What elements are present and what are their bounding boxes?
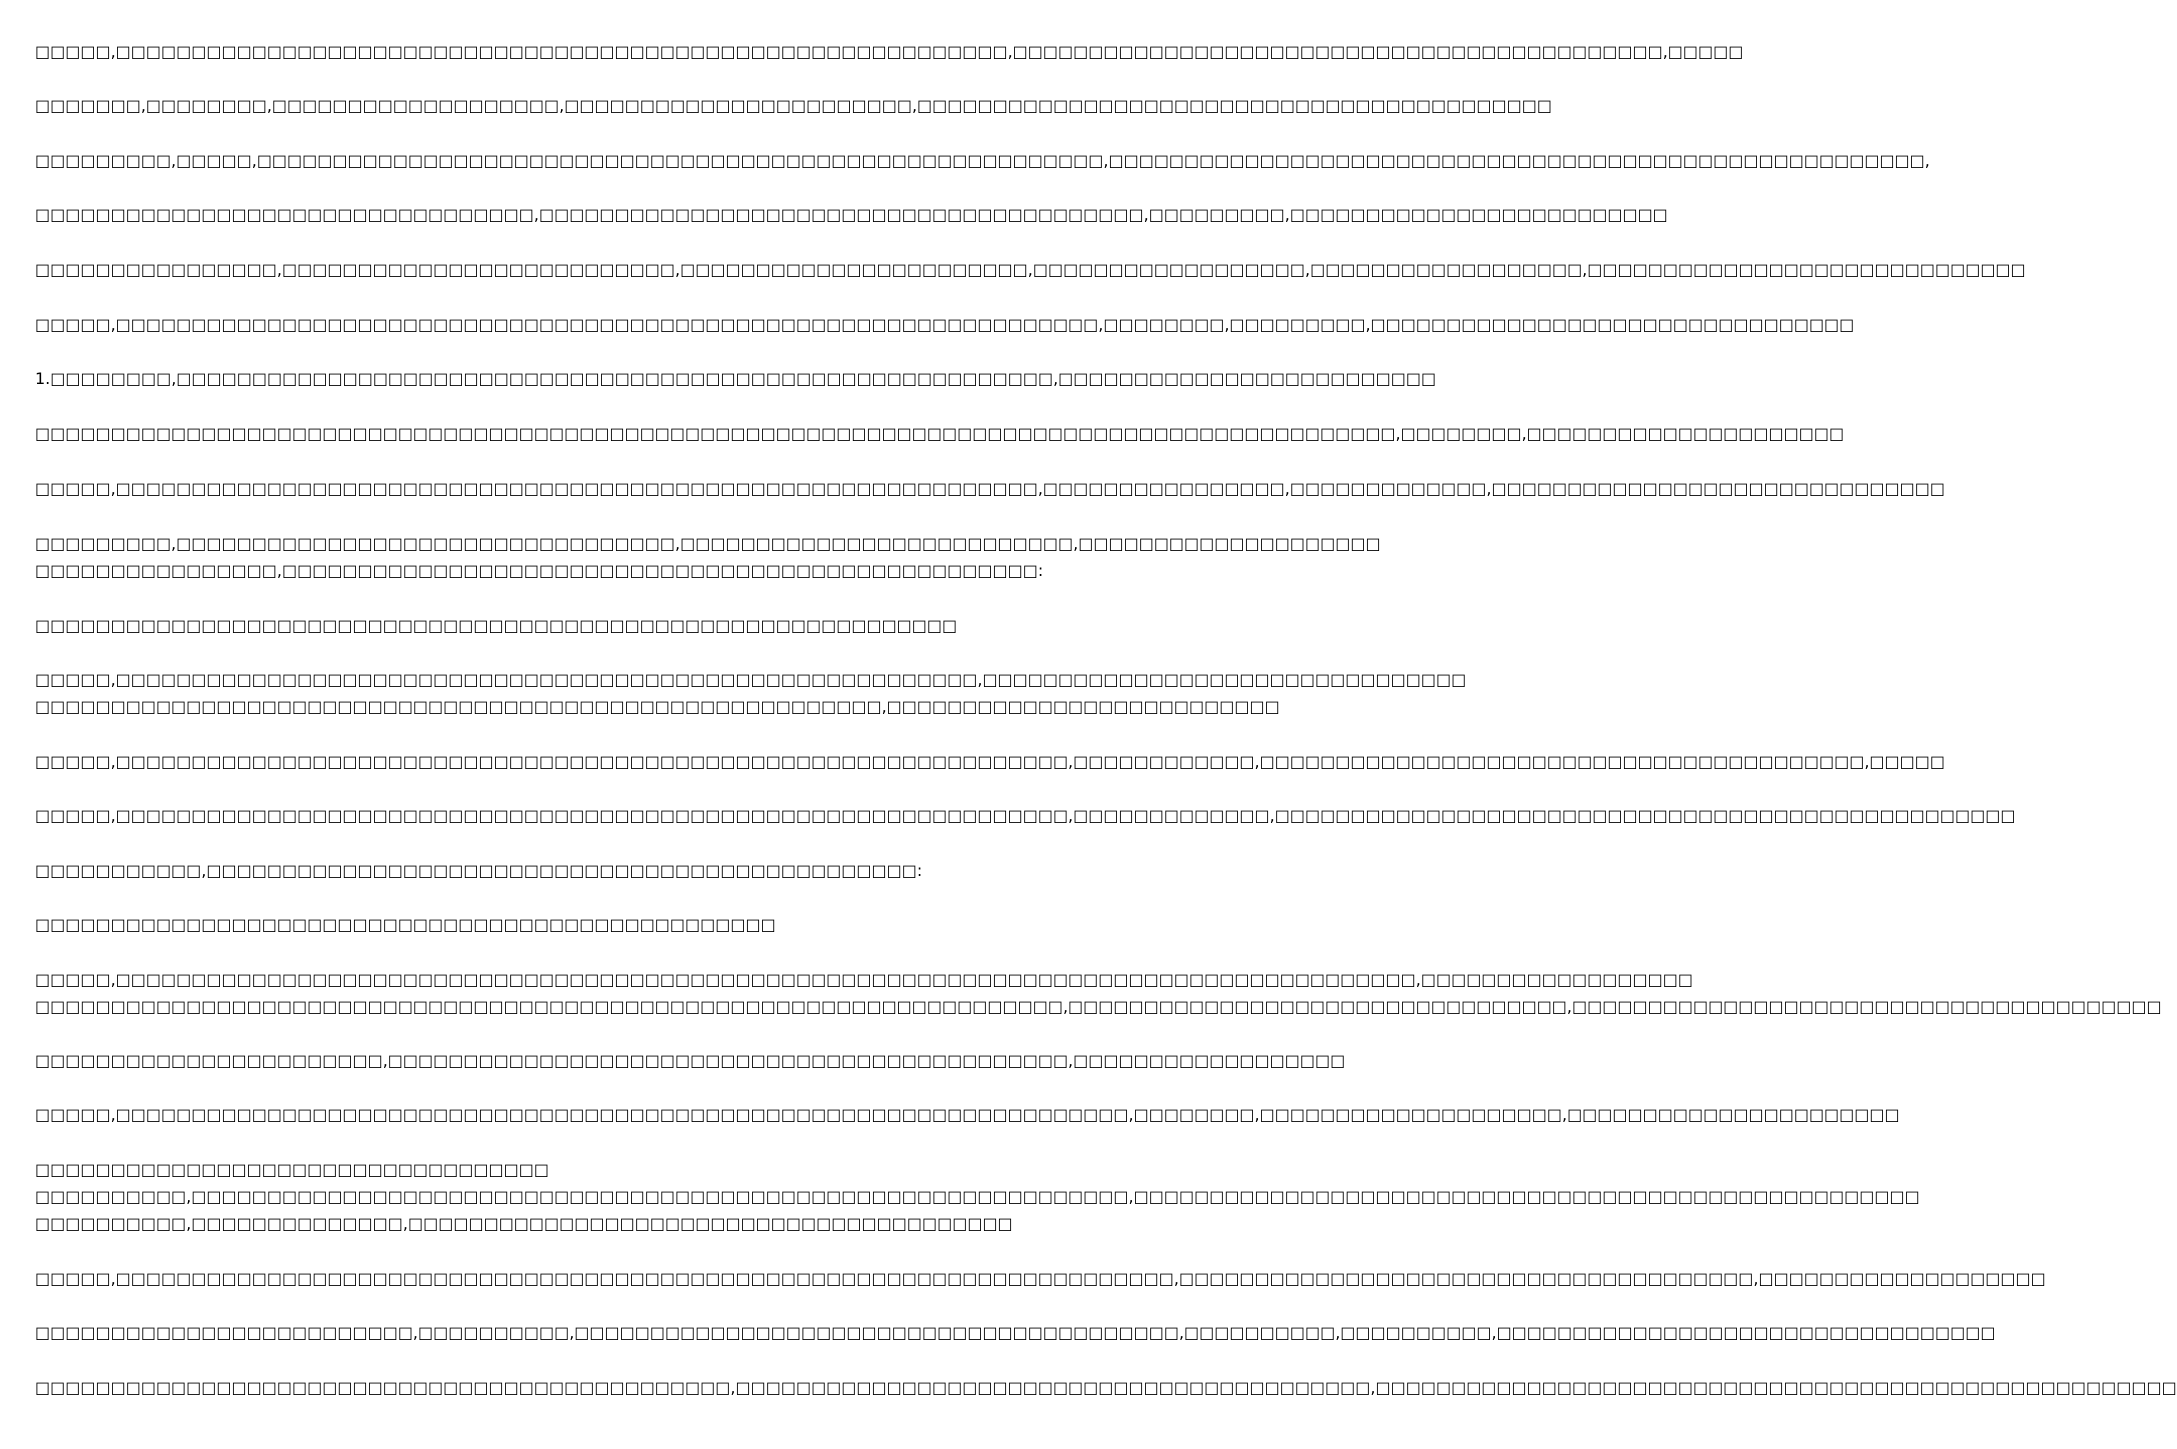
text-line: □□□□□,□□□□□□□□□□□□□□□□□□□□□□□□□□□□□□□□□□□□□□□□□□□□□□□□□□□□□□□□□□□□□□□□□,□□□□□□□□,□□□□□□□□□,□□□□□□□□□□□□□□□□□□□□□□□□□□□□□□□□	[35, 315, 1855, 334]
text-line: □□□□□□□□□□□,□□□□□□□□□□□□□□□□□□□□□□□□□□□□□□□□□□□□□□□□□□□□□□□:	[35, 861, 923, 880]
text-line: □□□□□□□□□□□□□□□□□□□□□□□□□□□□□□□□□□	[35, 1160, 549, 1179]
text-line: □□□□□,□□□□□□□□□□□□□□□□□□□□□□□□□□□□□□□□□□□□□□□□□□□□□□□□□□□□□□□□□□□□□□□□□□□,□□□□□□□□,□□□□□□□□□□□□□□□□□□□□,□□□□□□□□□□□□□□□□□□□□□□	[35, 1105, 1900, 1124]
text-line: □□□□□□□□□□□□□□□□□□□□□□□□□□□□□□□□□□□□□□□□□□□□□□□□□□□□□□□□□□□□□□□□□□□□,□□□□□□□□□□□□□□□□□□□□□□□□□□□□□□□□□,□□□□□□□□□□□□□□□□□□□□□□□□□□□□□□□□□□□□□□□	[35, 997, 2162, 1016]
text-line: □□□□□□□□□,□□□□□,□□□□□□□□□□□□□□□□□□□□□□□□□□□□□□□□□□□□□□□□□□□□□□□□□□□□□□□□,□□□□□□□□□□□□□□□□□□□□□□□□□□□□□□□□□□□□□□□□□□□□□□□□□□□□□□,	[35, 151, 1930, 170]
text-line: □□□□□,□□□□□□□□□□□□□□□□□□□□□□□□□□□□□□□□□□□□□□□□□□□□□□□□□□□□□□□□□□□□□□□,□□□□□□□□□□□□□,□□□□□□□□□□□□□□□□□□□□□□□□□□□□□□□□□□□□□□□□□□□□□□□□□	[35, 806, 2016, 825]
text-line: □□□□□□□□□,□□□□□□□□□□□□□□□□□□□□□□□□□□□□□□□□□,□□□□□□□□□□□□□□□□□□□□□□□□□□,□□□□□□□□□□□□□□□□□□□□	[35, 534, 1381, 553]
text-line: □□□□□□□□□□□□□□□□,□□□□□□□□□□□□□□□□□□□□□□□□□□,□□□□□□□□□□□□□□□□□□□□□□□,□□□□□□□□□□□□□□□□□□,□□□□□□□□□□□□□□□□□□,□□□□□□□□□□□□□□□□□□□□□□□□□□□□□	[35, 260, 2026, 279]
text-line: □□□□□□□□□□□□□□□□□□□□□□□□□□□□□□□□□□□□□□□□□□□□□□□□□□□□□□□□□□□□□	[35, 616, 958, 635]
text-line: □□□□□□□□□□,□□□□□□□□□□□□□□,□□□□□□□□□□□□□□□□□□□□□□□□□□□□□□□□□□□□□□□□	[35, 1214, 1013, 1233]
text-line: □□□□□□□□□□□□□□□□□□□□□□□□□□□□□□□□□□□□□□□□□□□□□□□□□□□□□□□□,□□□□□□□□□□□□□□□□□□□□□□□□□□	[35, 697, 1280, 716]
text-line: □□□□□□□□□□□□□□□□□□□□□□□□□□□□□□□□□,□□□□□□□□□□□□□□□□□□□□□□□□□□□□□□□□□□□□□□□□,□□□□□□□□□,□□□□□□□□□□□□□□□□□□□□□□□□□	[35, 205, 1668, 224]
text-line: □□□□□□□□□□□□□□□□□□□□□□□□□□□□□□□□□□□□□□□□□□□□□□□□□□□□□□□□□□□□□□□□□□□□□□□□□□□□□□□□□□□□□□□□□□,□□□□□□□□,□□□□□□□□□□□□□□□□□□□□□	[35, 424, 1845, 443]
text-line: □□□□□,□□□□□□□□□□□□□□□□□□□□□□□□□□□□□□□□□□□□□□□□□□□□□□□□□□□□□□□□□□□□□,□□□□□□□□□□□□□□□□,□□□□□□□□□□□□□,□□□□□□□□□□□□□□□□□□□□□□□□□□□□□□	[35, 479, 1945, 498]
text-line: □□□□□,□□□□□□□□□□□□□□□□□□□□□□□□□□□□□□□□□□□□□□□□□□□□□□□□□□□□□□□□□□□□□□□,□□□□□□□□□□□□,□□□□□□□□□□□□□□□□□□□□□□□□□□□□□□□□□□□□□□□□,□□□□□	[35, 752, 1945, 771]
text-line: □□□□□,□□□□□□□□□□□□□□□□□□□□□□□□□□□□□□□□□□□□□□□□□□□□□□□□□□□□□□□□□□□□□□□□□□□□□□□□□□□□□□□□□□□□□□,□□□□□□□□□□□□□□□□□□	[35, 970, 1693, 989]
text-line: □□□□□□□□□□,□□□□□□□□□□□□□□□□□□□□□□□□□□□□□□□□□□□□□□□□□□□□□□□□□□□□□□□□□□□□□□,□□□□□□□□□□□□□□□□□□□□□□□□□□□□□□□□□□□□□□□□□□□□□□□□□□□□	[35, 1187, 1920, 1206]
document-body	[35, 0, 2177, 1449]
text-line: □□□□□□□□□□□□□□□□□□□□□□□□□□□□□□□□□□□□□□□□□□□□□□□□□	[35, 915, 776, 934]
text-line: 1.□□□□□□□□,□□□□□□□□□□□□□□□□□□□□□□□□□□□□□□□□□□□□□□□□□□□□□□□□□□□□□□□□□□,□□□□□□□□□□□□□□□□□□□□□□□□□	[35, 369, 1437, 388]
text-line: □□□□□□□□□□□□□□□□,□□□□□□□□□□□□□□□□□□□□□□□□□□□□□□□□□□□□□□□□□□□□□□□□□□:	[35, 561, 1044, 580]
text-line: □□□□□□□,□□□□□□□□,□□□□□□□□□□□□□□□□□□□,□□□□□□□□□□□□□□□□□□□□□□□,□□□□□□□□□□□□□□□□□□□□□□□□□□□□□□□□□□□□□□□□□□	[35, 96, 1552, 115]
text-line: □□□□□,□□□□□□□□□□□□□□□□□□□□□□□□□□□□□□□□□□□□□□□□□□□□□□□□□□□□□□□□□,□□□□□□□□□□□□□□□□□□□□□□□□□□□□□□□□	[35, 670, 1467, 689]
text-line: □□□□□□□□□□□□□□□□□□□□□□□□□,□□□□□□□□□□,□□□□□□□□□□□□□□□□□□□□□□□□□□□□□□□□□□□□□□□□,□□□□□□□□□□,□□□□□□□□□□,□□□□□□□□□□□□□□□□□□□□□□□□□□□□□□□□□	[35, 1323, 1996, 1342]
text-line: □□□□□□□□□□□□□□□□□□□□□□□□□□□□□□□□□□□□□□□□□□□□□□,□□□□□□□□□□□□□□□□□□□□□□□□□□□□□□□□□□□□□□□□□□,□□□□□□□□□□□□□□□□□□□□□□□□□□□□□□□□□□□□□□□□□□□□□□□□□□□□□	[35, 1378, 2177, 1397]
text-line: □□□□□,□□□□□□□□□□□□□□□□□□□□□□□□□□□□□□□□□□□□□□□□□□□□□□□□□□□□□□□□□□□,□□□□□□□□□□□□□□□□□□□□□□□□□□□□□□□□□□□□□□□□□□□,□□□□□	[35, 42, 1744, 61]
text-line: □□□□□□□□□□□□□□□□□□□□□□□,□□□□□□□□□□□□□□□□□□□□□□□□□□□□□□□□□□□□□□□□□□□□□,□□□□□□□□□□□□□□□□□□	[35, 1051, 1346, 1070]
text-line: □□□□□,□□□□□□□□□□□□□□□□□□□□□□□□□□□□□□□□□□□□□□□□□□□□□□□□□□□□□□□□□□□□□□□□□□□□□□,□□□□□□□□□□□□□□□□□□□□□□□□□□□□□□□□□□□□□□,□□□□□□□□□□□□□□□□□□□	[35, 1269, 2046, 1288]
